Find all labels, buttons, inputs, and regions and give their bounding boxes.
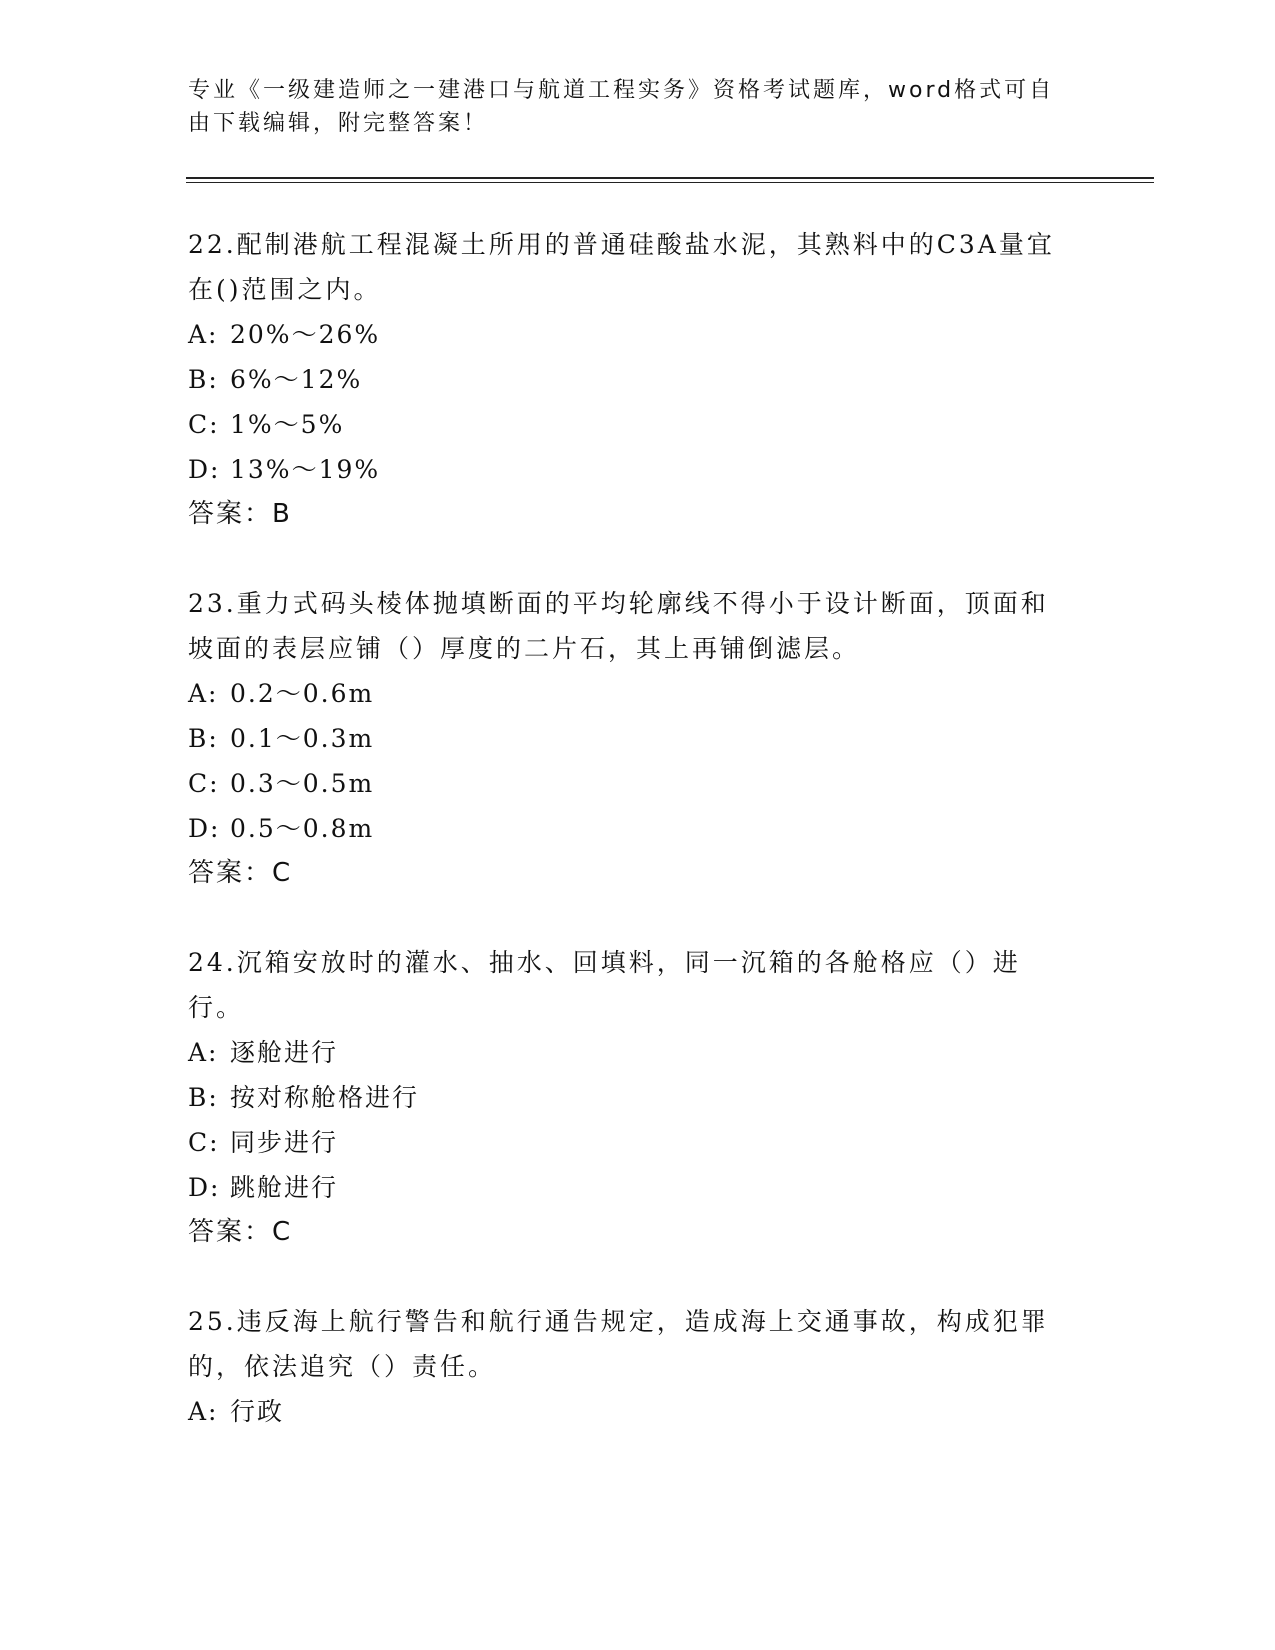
option-text: 逐舱进行 [230,1038,339,1067]
option-d [188,1165,1088,1210]
option-a [188,312,1088,357]
option-a [188,1030,1088,1075]
answer: 答案：C [188,1217,293,1247]
option-label: A: [188,1397,219,1426]
document-header: 专业《一级建造师之一建港口与航道工程实务》资格考试题库，word格式可自由下载编辑，附完整答案！ [188,78,1055,136]
option-text: 0.2～0.6m [230,679,375,708]
option-text: 1%～5% [230,410,345,439]
option-d [188,447,1088,492]
option-text: 行政 [230,1397,285,1426]
option-a [188,1389,1088,1434]
option-text: 20%～26% [230,320,381,349]
option-c [188,1120,1088,1165]
option-b [188,716,1088,761]
question-22 [188,222,1088,537]
option-label: A: [188,320,219,349]
question-23 [188,581,1088,896]
question-text: 25.违反海上航行警告和航行通告规定，造成海上交通事故，构成犯罪的，依法追究（）责任。 [188,1307,1049,1381]
option-label: C: [188,769,220,798]
header-divider-thin [186,182,1154,183]
option-label: B: [188,724,219,753]
option-text: 6%～12% [230,365,363,394]
option-label: B: [188,1083,219,1112]
question-text: 24.沉箱安放时的灌水、抽水、回填料，同一沉箱的各舱格应（）进行。 [188,948,1021,1022]
option-label: C: [188,410,220,439]
option-text: 0.3～0.5m [230,769,375,798]
answer: 答案：C [188,858,293,888]
option-c [188,402,1088,447]
option-label: A: [188,679,219,708]
option-label: D: [188,814,221,843]
option-text: 同步进行 [230,1128,339,1157]
header-divider-thick [186,177,1154,179]
option-text: 跳舱进行 [230,1173,339,1202]
option-d [188,806,1088,851]
option-label: D: [188,1173,221,1202]
answer: 答案：B [188,499,292,529]
option-a [188,671,1088,716]
option-b [188,1075,1088,1120]
question-25 [188,1299,1088,1434]
option-label: A: [188,1038,219,1067]
option-text: 按对称舱格进行 [230,1083,420,1112]
question-text: 22.配制港航工程混凝土所用的普通硅酸盐水泥，其熟料中的C3A量宜在()范围之内。 [188,230,1055,304]
option-b [188,357,1088,402]
option-c [188,761,1088,806]
question-text: 23.重力式码头棱体抛填断面的平均轮廓线不得小于设计断面，顶面和坡面的表层应铺（）厚度的二片石，其上再铺倒滤层。 [188,589,1049,663]
option-label: B: [188,365,219,394]
option-label: C: [188,1128,220,1157]
option-text: 0.5～0.8m [230,814,375,843]
option-label: D: [188,455,221,484]
option-text: 13%～19% [230,455,381,484]
question-24 [188,940,1088,1255]
option-text: 0.1～0.3m [230,724,375,753]
